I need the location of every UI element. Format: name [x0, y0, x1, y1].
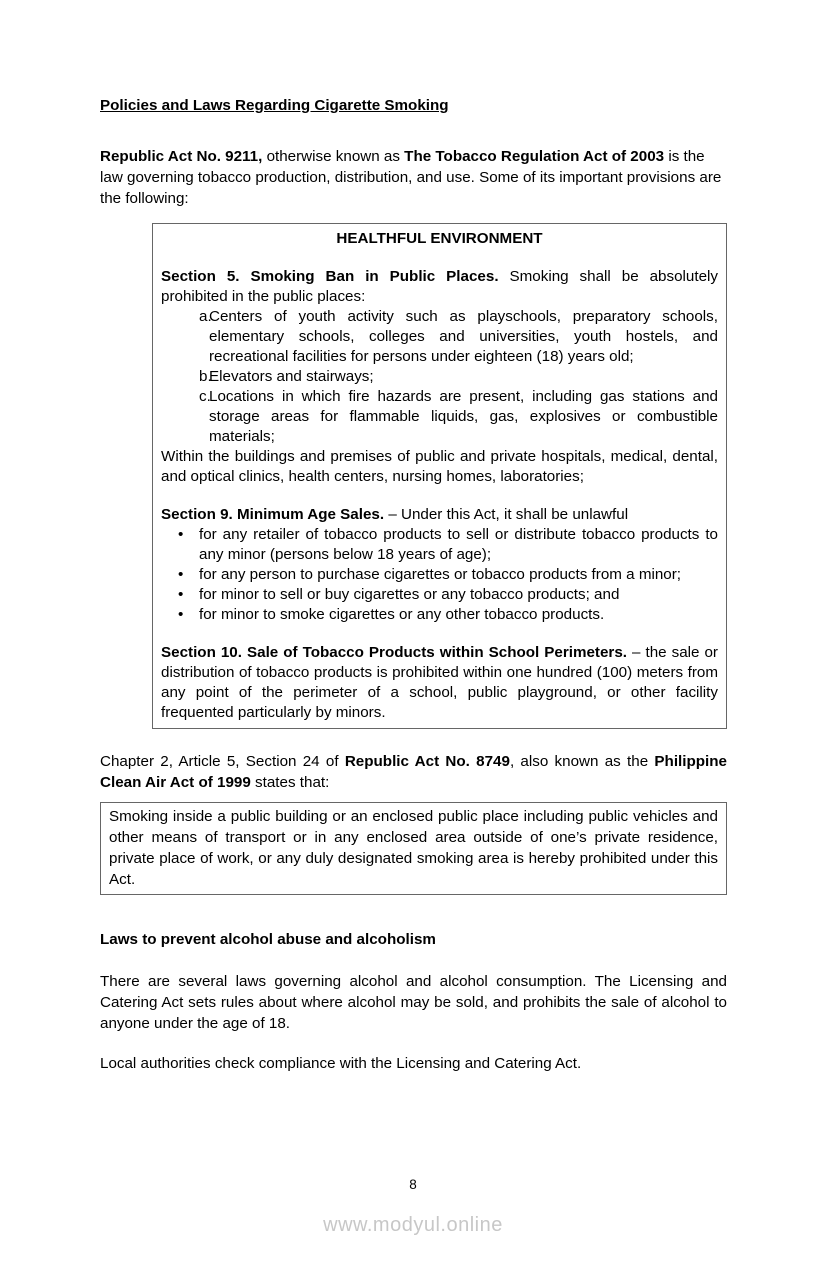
intro-paragraph: Republic Act No. 9211, otherwise known as The Tobacco Regulation Act of 2003 is the law governing tobacco production, distribution, and use. Some of its important provisions are the following: [100, 148, 722, 207]
within-buildings-paragraph: Within the buildings and premises of public and private hospitals, medical, dental, and optical clinics, health centers, nursing homes, laboratories; [161, 448, 718, 485]
bullet-icon: • [178, 586, 184, 603]
list-marker: a. [199, 308, 212, 325]
chapter-bold-act-name: Philippine Clean Air Act of 1999 [100, 753, 727, 791]
list-marker: b. [199, 368, 212, 385]
bullet-icon: • [178, 526, 184, 543]
intro-bold-act-name: The Tobacco Regulation Act of 2003 [404, 148, 665, 165]
page-title: Policies and Laws Regarding Cigarette Smoking [100, 97, 449, 114]
bullet-list-item: • for any retailer of tobacco products to sell or distribute tobacco products to any minor (persons below 18 years of age); [178, 526, 718, 563]
compliance-paragraph: Local authorities check compliance with the Licensing and Catering Act. [100, 1055, 582, 1072]
section9-paragraph: Section 9. Minimum Age Sales. – Under this Act, it shall be unlawful [161, 506, 629, 523]
watermark: www.modyul.online [323, 1214, 503, 1236]
list-marker: c. [199, 388, 211, 405]
box-heading: HEALTHFUL ENVIRONMENT [336, 230, 543, 247]
section5-paragraph: Section 5. Smoking Ban in Public Places. Smoking shall be absolutely prohibited in the public places: [161, 268, 718, 305]
bullet-icon: • [178, 606, 184, 623]
document-page [0, 95, 826, 1074]
alpha-list-item-b: b. Elevators and stairways; [199, 368, 374, 385]
alpha-list-item-a: a. Centers of youth activity such as playschools, preparatory schools, elementary schools, colleges and universities, youth hostels, and recreational facilities for persons under eighteen (18) years old; [199, 308, 718, 365]
alcohol-paragraph: There are several laws governing alcohol and alcohol consumption. The Licensing and Catering Act sets rules about where alcohol may be sold, and prohibits the sale of alcohol to anyone under the age of 18. [100, 973, 727, 1032]
chapter-paragraph: Chapter 2, Article 5, Section 24 of Republic Act No. 8749, also known as the Philippine Clean Air Act of 1999 states that: [100, 753, 727, 791]
bullet-list-item: • for minor to smoke cigarettes or any other tobacco products. [178, 606, 605, 623]
bullet-icon: • [178, 566, 184, 583]
clean-air-quote-box: Smoking inside a public building or an enclosed public place including public vehicles and other means of transport or in any enclosed area outside of one’s private residence, private place of work, or any duly designated smoking area is hereby prohibited under this Act. [100, 802, 727, 895]
intro-bold-act-number: Republic Act No. 9211, [100, 148, 263, 165]
bullet-list-item: • for any person to purchase cigarettes or tobacco products from a minor; [178, 566, 682, 583]
section10-paragraph: Section 10. Sale of Tobacco Products within School Perimeters. – the sale or distribution of tobacco products is prohibited within one hundred (100) meters from any point of the perimeter of a school, public playground, or other facility frequented particularly by minors. [161, 644, 718, 721]
bullet-list-item: • for minor to sell or buy cigarettes or any tobacco products; and [178, 586, 620, 603]
alpha-list-item-c: c. Locations in which fire hazards are present, including gas stations and storage areas for flammable liquids, gas, explosives or combustible materials; [199, 388, 718, 445]
alcohol-section-heading: Laws to prevent alcohol abuse and alcoholism [100, 931, 436, 948]
healthful-environment-box [152, 223, 727, 729]
page-number: 8 [409, 1177, 417, 1192]
chapter-bold-act-number: Republic Act No. 8749 [344, 753, 510, 770]
